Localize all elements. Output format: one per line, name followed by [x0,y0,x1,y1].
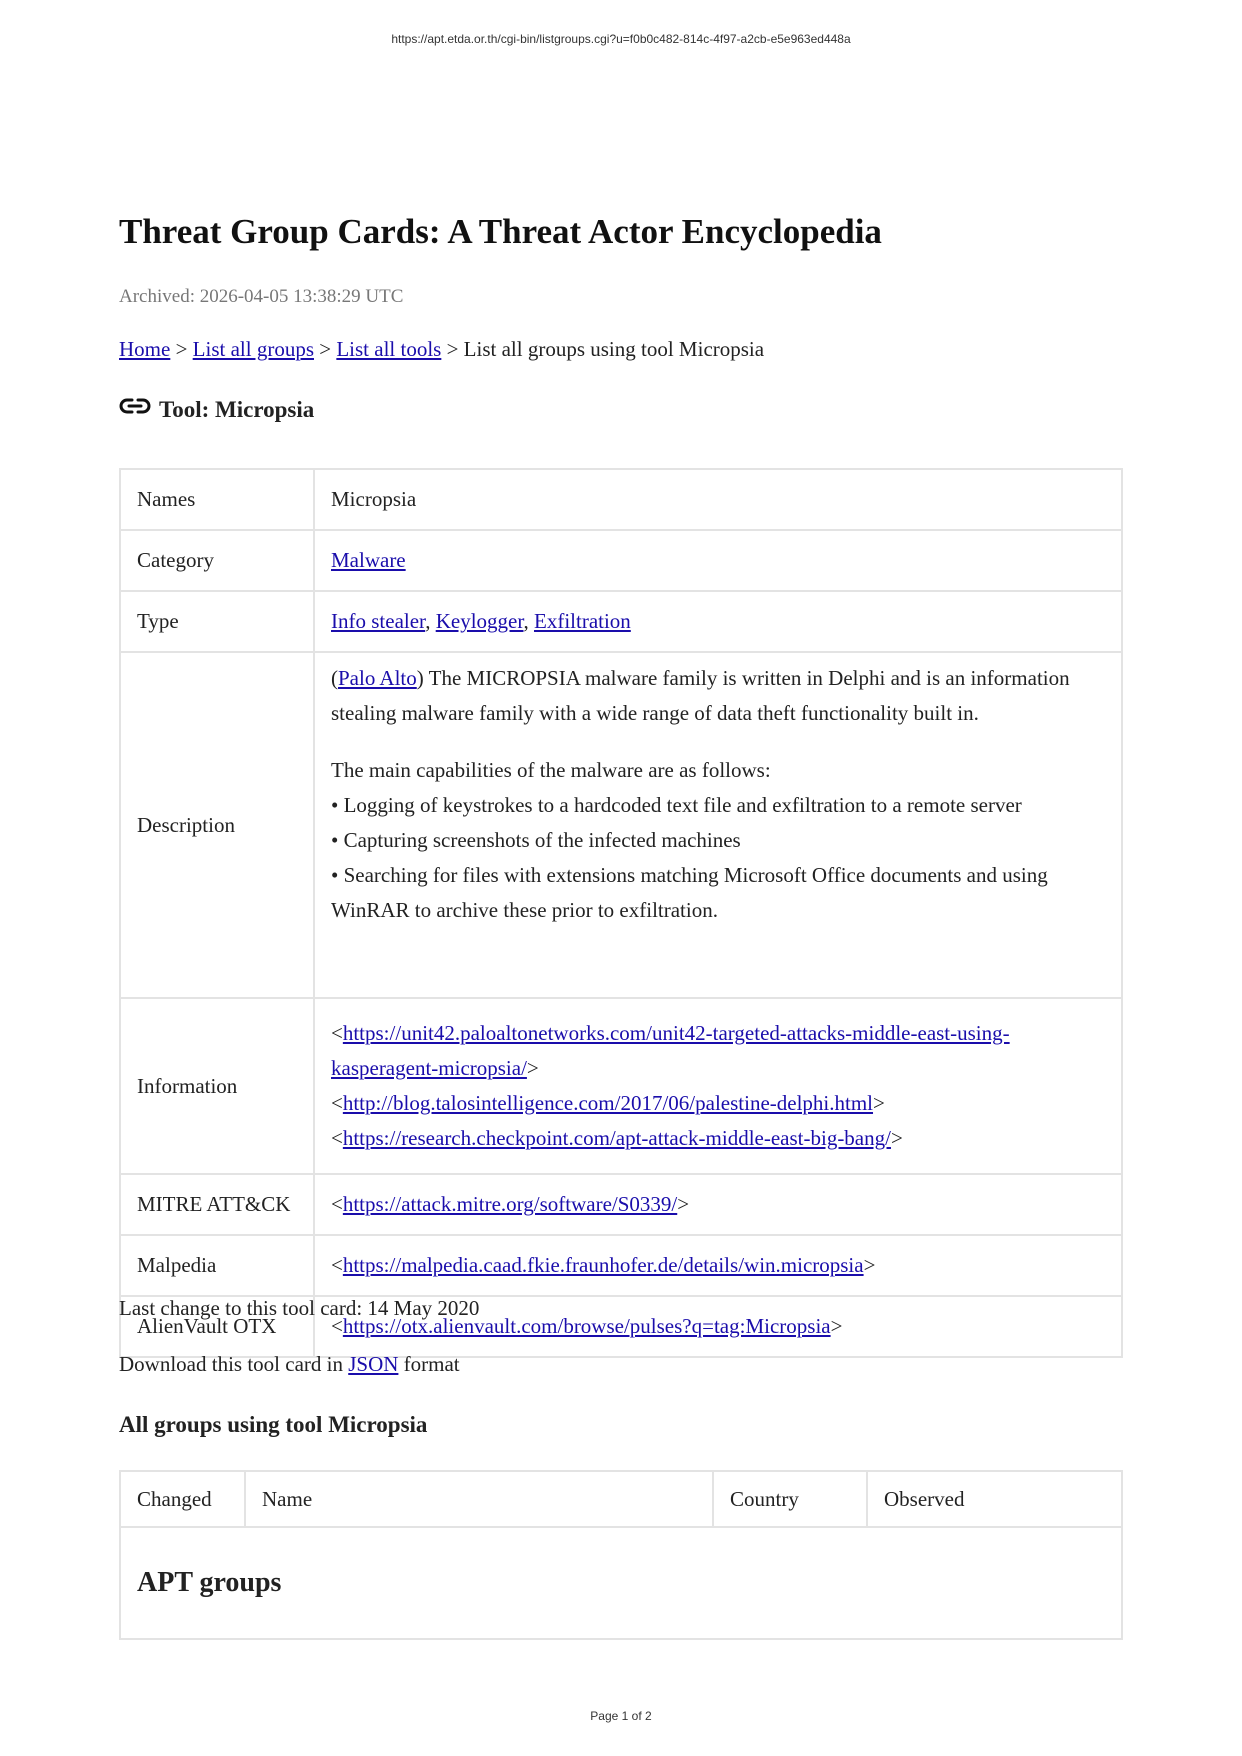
type-exfiltration-link[interactable]: Exfiltration [534,609,631,633]
category-malware-link[interactable]: Malware [331,548,406,572]
tool-info-table [119,468,1123,1358]
row-label-description: Description [120,652,314,998]
column-header-observed: Observed [867,1471,1122,1527]
capability-item: • Logging of keystrokes to a hardcoded text file and exfiltration to a remote server [331,793,1022,817]
row-label-names: Names [120,469,314,530]
lt-bracket: < [331,1253,343,1277]
gt-bracket: > [863,1253,876,1277]
last-change-text: Last change to this tool card: 14 May 2020 [119,1296,480,1320]
lt-bracket: < [331,1091,343,1115]
apt-groups-cell [120,1527,1122,1639]
mitre-value [314,1174,1122,1235]
type-separator: , [425,609,436,633]
breadcrumb [119,337,764,362]
type-info-stealer-link[interactable]: Info stealer [331,609,426,633]
malpedia-value [314,1235,1122,1296]
otx-link[interactable]: https://otx.alienvault.com/browse/pulses?q=tag:Micropsia [342,1314,831,1338]
description-open-paren: ( [331,666,338,690]
column-header-changed: Changed [120,1471,245,1527]
names-value: Micropsia [314,469,1122,530]
breadcrumb-home-link[interactable]: Home [119,337,171,361]
malpedia-link[interactable]: https://malpedia.caad.fkie.fraunhofer.de/details/win.micropsia [342,1253,864,1277]
tool-heading [119,397,314,423]
description-capabilities [331,753,1105,928]
row-label-type: Type [120,591,314,652]
capability-item: • Capturing screenshots of the infected machines [331,828,741,852]
table-row [120,530,1122,591]
groups-heading: All groups using tool Micropsia [119,1412,428,1437]
apt-groups-label: APT groups [137,1567,282,1598]
gt-bracket: > [526,1056,539,1080]
table-row [120,652,1122,998]
capability-item: • Searching for files with extensions matching Microsoft Office documents and using WinRAR to archive these prior to exfiltration. [331,863,1048,922]
gt-bracket: > [890,1126,903,1150]
table-row [120,1235,1122,1296]
information-link-checkpoint[interactable]: https://research.checkpoint.com/apt-attack-middle-east-big-bang/ [342,1126,891,1150]
lt-bracket: < [331,1021,343,1045]
breadcrumb-separator: > [170,337,193,361]
description-value [314,652,1122,998]
groups-table [119,1470,1123,1640]
breadcrumb-groups-link[interactable]: List all groups [192,337,314,361]
information-link-unit42[interactable]: https://unit42.paloaltonetworks.com/unit42-targeted-attacks-middle-east-using-kasperagent-micropsia/ [331,1021,1010,1080]
url-header: https://apt.etda.or.th/cgi-bin/listgroups.cgi?u=f0b0c482-814c-4f97-a2cb-e5e963ed448a [391,32,851,46]
row-label-category: Category [120,530,314,591]
type-keylogger-link[interactable]: Keylogger [435,609,524,633]
download-prefix: Download this tool card in [119,1352,349,1376]
information-link-talos[interactable]: http://blog.talosintelligence.com/2017/06/palestine-delphi.html [342,1091,874,1115]
lt-bracket: < [331,1314,343,1338]
category-value [314,530,1122,591]
capabilities-intro: The main capabilities of the malware are as follows: [331,758,771,782]
row-label-information: Information [120,998,314,1174]
description-intro-text: The MICROPSIA malware family is written in Delphi and is an information stealing malware family with a wide range of data theft functionality built in. [331,666,1070,725]
breadcrumb-separator: > [314,337,337,361]
row-label-malpedia: Malpedia [120,1235,314,1296]
palo-alto-source-link[interactable]: Palo Alto [338,666,417,690]
download-json-link[interactable]: JSON [348,1352,399,1376]
table-row [120,591,1122,652]
breadcrumb-current: > List all groups using tool Micropsia [441,337,765,361]
page-footer: Page 1 of 2 [590,1709,652,1723]
lt-bracket: < [331,1192,343,1216]
download-suffix: format [398,1352,460,1376]
table-row [120,1174,1122,1235]
tool-heading-text: Tool: Micropsia [159,397,315,422]
download-line [119,1352,460,1377]
groups-header-row [120,1471,1122,1527]
gt-bracket: > [873,1091,885,1115]
breadcrumb-tools-link[interactable]: List all tools [336,337,442,361]
table-row [120,469,1122,530]
table-row [120,998,1122,1174]
description-intro [331,661,1105,731]
type-separator: , [523,609,534,633]
page-title: Threat Group Cards: A Threat Actor Encyclopedia [119,212,882,251]
mitre-link[interactable]: https://attack.mitre.org/software/S0339/ [342,1192,678,1216]
gt-bracket: > [677,1192,690,1216]
information-value [314,998,1122,1174]
row-label-otx: AlienVault OTX [120,1296,314,1357]
gt-bracket: > [830,1314,843,1338]
link-icon [119,397,151,423]
row-label-mitre: MITRE ATT&CK [120,1174,314,1235]
type-value [314,591,1122,652]
lt-bracket: < [331,1126,343,1150]
groups-section-row [120,1527,1122,1639]
column-header-country: Country [713,1471,867,1527]
description-close-paren: ) [416,666,424,690]
column-header-name: Name [245,1471,713,1527]
archived-timestamp: Archived: 2026-04-05 13:38:29 UTC [119,286,404,307]
